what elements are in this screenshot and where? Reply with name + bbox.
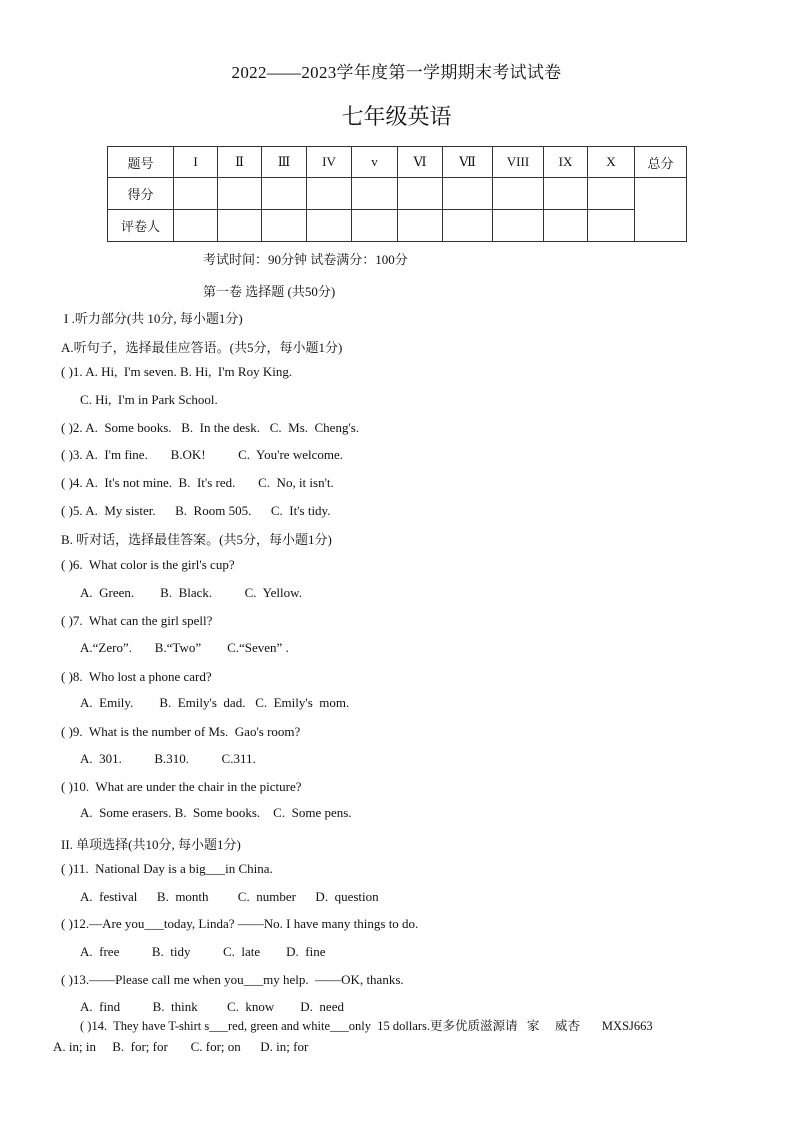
grader-cell[interactable] [493,210,544,242]
option-line: A. in; in B. for; for C. for; on D. in; for [53,1039,309,1054]
header-cell: Ⅶ [443,147,493,178]
option-line: A. festival B. month C. number D. question [80,889,379,904]
option-line: A.“Zero”. B.“Two” C.“Seven” . [80,640,289,655]
header-cell: 总分 [635,147,687,178]
volume-title: 第一卷 选择题 (共50分) [203,284,336,299]
question-line: ( )13.——Please call me when you___my help. ——OK, thanks. [61,972,404,987]
section-heading: II. 单项选择(共10分, 每小题1分) [61,837,241,852]
grader-row [108,210,687,242]
header-cell: I [174,147,218,178]
option-line: A. find B. think C. know D. need [80,999,344,1014]
question-line: ( )3. A. I'm fine. B.OK! C. You're welcome. [61,447,343,462]
question-line: ( )4. A. It's not mine. B. It's red. C. No, it isn't. [61,475,334,490]
question-line: ( )14. They have T-shirt s___red, green and white___only 15 dollars.更多优质滋源请 家 威杏 MXSJ663 [80,1019,653,1033]
question-line: ( )10. What are under the chair in the picture? [61,779,302,794]
question-line: ( )8. Who lost a phone card? [61,669,212,684]
total-score-cell[interactable] [635,178,687,242]
grader-cell[interactable] [398,210,443,242]
section-heading: B. 听对话，选择最佳答案。(共5分，每小题1分) [61,532,332,547]
header-cell: VIII [493,147,544,178]
row-label: 评卷人 [108,210,174,242]
header-cell: IX [544,147,588,178]
header-cell: Ⅲ [262,147,307,178]
score-cell[interactable] [544,178,588,210]
header-cell: 题号 [108,147,174,178]
question-line: ( )2. A. Some books. B. In the desk. C. Ms. Cheng's. [61,420,360,435]
question-line: ( )1. A. Hi, I'm seven. B. Hi, I'm Roy King. [61,364,293,379]
score-table [107,146,687,242]
option-line: A. 301. B.310. C.311. [80,751,256,766]
grader-cell[interactable] [307,210,352,242]
score-cell[interactable] [588,178,635,210]
score-cell[interactable] [352,178,398,210]
section-heading: I .听力部分(共 10分, 每小题1分) [64,311,243,326]
score-cell[interactable] [174,178,218,210]
question-line: ( )11. National Day is a big___in China. [61,861,273,876]
score-cell[interactable] [307,178,352,210]
header-cell: IV [307,147,352,178]
row-label: 得分 [108,178,174,210]
option-line: A. Emily. B. Emily's dad. C. Emily's mom. [80,695,350,710]
grader-cell[interactable] [588,210,635,242]
header-cell: v [352,147,398,178]
question-line: ( )7. What can the girl spell? [61,613,213,628]
option-line: A. Some erasers. B. Some books. C. Some pens. [80,805,352,820]
header-cell: Ⅵ [398,147,443,178]
grader-cell[interactable] [443,210,493,242]
exam-info: 考试时间：90分钟 试卷满分：100分 [203,252,408,267]
grader-cell[interactable] [174,210,218,242]
score-cell[interactable] [398,178,443,210]
exam-title: 2022——2023学年度第一学期期末考试试卷 [231,63,562,82]
score-cell[interactable] [443,178,493,210]
exam-subtitle: 七年级英语 [341,104,452,129]
score-cell[interactable] [262,178,307,210]
grader-cell[interactable] [352,210,398,242]
question-line: ( )5. A. My sister. B. Room 505. C. It's tidy. [61,503,331,518]
question-line: ( )12.—Are you___today, Linda? ——No. I have many things to do. [61,916,419,931]
header-cell: Ⅱ [218,147,262,178]
option-line: A. free B. tidy C. late D. fine [80,944,326,959]
grader-cell[interactable] [262,210,307,242]
section-heading: A.听句子，选择最佳应答语。(共5分，每小题1分) [61,340,343,355]
option-line: A. Green. B. Black. C. Yellow. [80,585,302,600]
header-cell: X [588,147,635,178]
grader-cell[interactable] [218,210,262,242]
score-cell[interactable] [218,178,262,210]
option-line: C. Hi, I'm in Park School. [80,392,218,407]
score-row [108,178,687,210]
score-table-header-row [108,147,687,178]
score-cell[interactable] [493,178,544,210]
question-line: ( )9. What is the number of Ms. Gao's room? [61,724,301,739]
grader-cell[interactable] [544,210,588,242]
question-line: ( )6. What color is the girl's cup? [61,557,235,572]
